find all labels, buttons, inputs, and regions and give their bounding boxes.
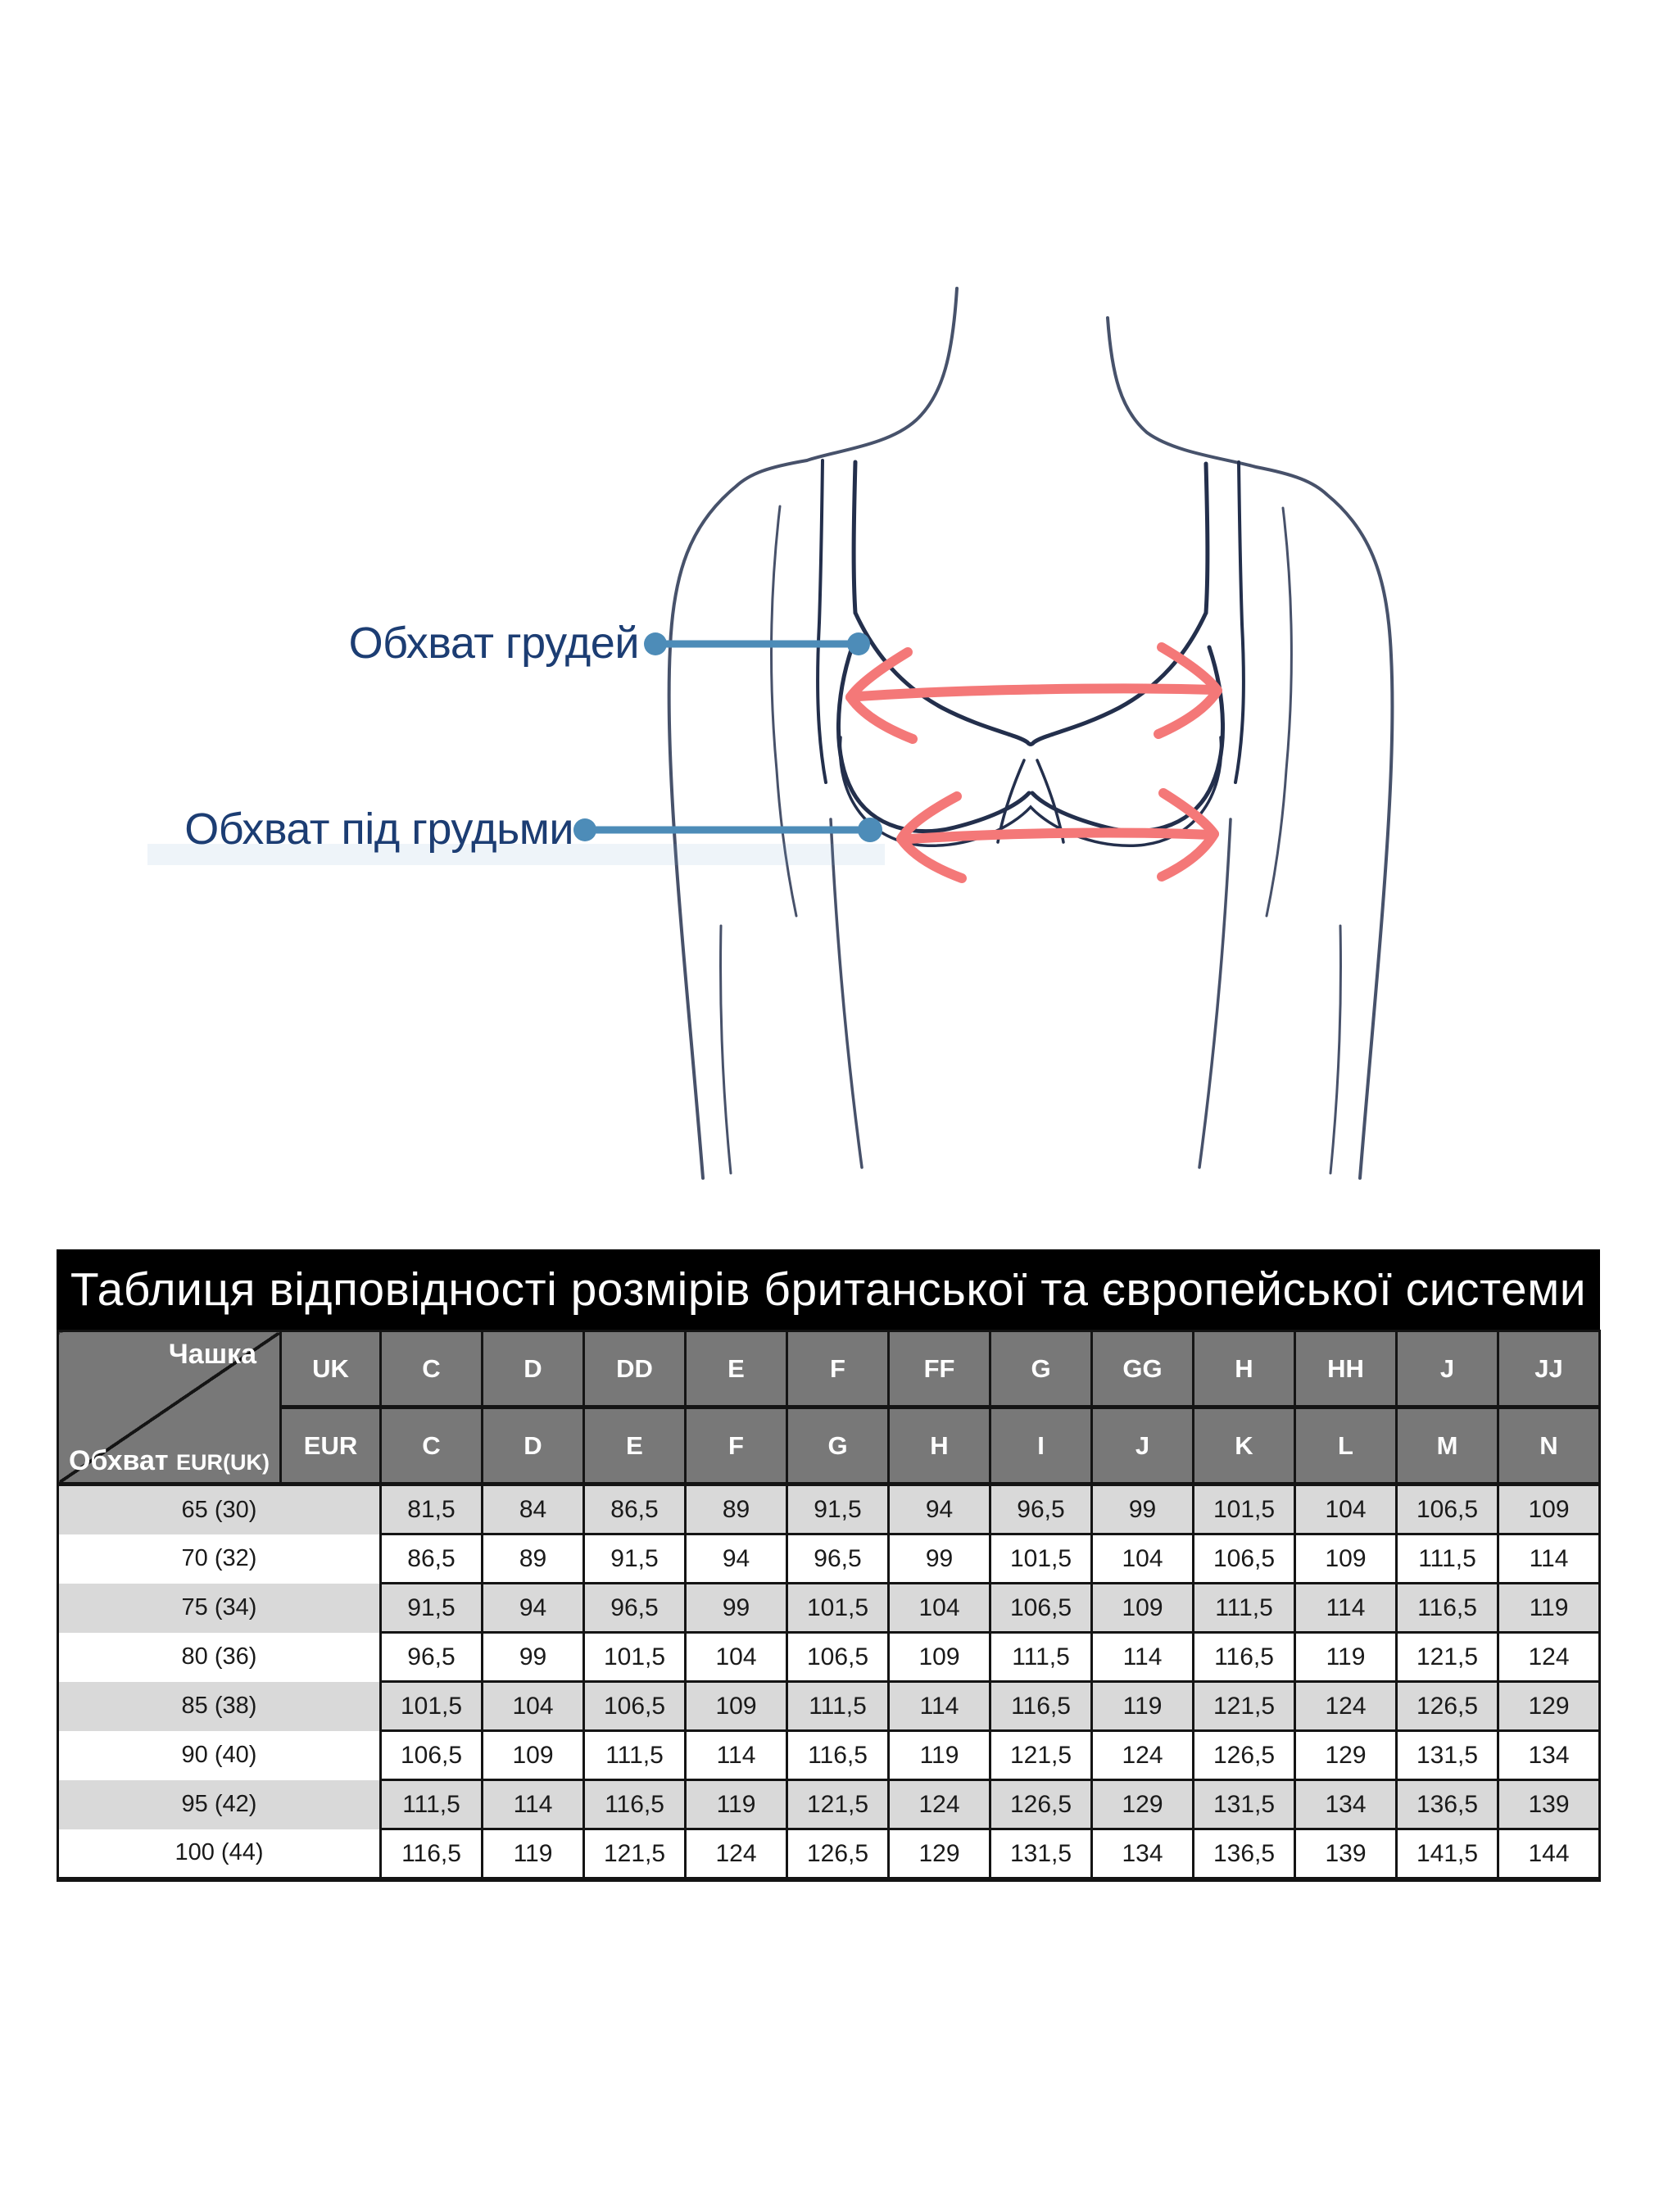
measurement-cell: 111,5 [787, 1682, 889, 1731]
measurement-cell: 109 [483, 1731, 584, 1780]
measurement-cell: 126,5 [787, 1829, 889, 1880]
measurement-cell: 121,5 [584, 1829, 686, 1880]
measurement-cell: 121,5 [1397, 1633, 1498, 1682]
bust-pointer-line [644, 632, 870, 655]
measurement-cell: 104 [483, 1682, 584, 1731]
measurement-cell: 121,5 [787, 1780, 889, 1829]
uk-cup-header-F: F [787, 1331, 889, 1407]
table-row [58, 1780, 1600, 1829]
measurement-cell: 119 [1092, 1682, 1194, 1731]
measurement-cell: 116,5 [381, 1829, 483, 1880]
measurement-cell: 86,5 [381, 1534, 483, 1584]
measurement-cell: 91,5 [381, 1584, 483, 1633]
uk-cup-header-G: G [990, 1331, 1092, 1407]
corner-band-label [69, 1445, 270, 1477]
table-row [58, 1633, 1600, 1682]
measurement-cell: 104 [686, 1633, 787, 1682]
measurement-cell: 134 [1092, 1829, 1194, 1880]
uk-cup-header-C: C [381, 1331, 483, 1407]
bust-measure-arrow [850, 647, 1217, 739]
measurement-cell: 99 [686, 1584, 787, 1633]
uk-cup-header-H: H [1194, 1331, 1295, 1407]
size-table-section [57, 1249, 1600, 1882]
measurement-cell: 111,5 [990, 1633, 1092, 1682]
measurement-cell: 96,5 [584, 1584, 686, 1633]
measurement-cell: 124 [1295, 1682, 1397, 1731]
band-size-cell: 70 (32) [58, 1534, 381, 1584]
measurement-cell: 101,5 [584, 1633, 686, 1682]
measurement-cell: 104 [889, 1584, 990, 1633]
table-row [58, 1484, 1600, 1534]
measurement-cell: 94 [483, 1584, 584, 1633]
measurement-cell: 121,5 [990, 1731, 1092, 1780]
corner-band-word: Обхват [69, 1445, 169, 1476]
measurement-cell: 119 [483, 1829, 584, 1880]
measurement-cell: 99 [889, 1534, 990, 1584]
uk-cup-header-HH: HH [1295, 1331, 1397, 1407]
eur-cup-header-D: D [483, 1407, 584, 1484]
measurement-cell: 99 [483, 1633, 584, 1682]
measurement-cell: 131,5 [1194, 1780, 1295, 1829]
measurement-cell: 114 [686, 1731, 787, 1780]
measurement-cell: 114 [483, 1780, 584, 1829]
measurement-cell: 106,5 [787, 1633, 889, 1682]
measurement-cell: 144 [1498, 1829, 1600, 1880]
measurement-cell: 104 [1092, 1534, 1194, 1584]
measurement-cell: 106,5 [1194, 1534, 1295, 1584]
table-row [58, 1534, 1600, 1584]
measurement-cell: 129 [1295, 1731, 1397, 1780]
band-size-cell: 65 (30) [58, 1484, 381, 1534]
measurement-cell: 126,5 [990, 1780, 1092, 1829]
measurement-cell: 124 [686, 1829, 787, 1880]
measurement-cell: 114 [889, 1682, 990, 1731]
measurement-cell: 101,5 [381, 1682, 483, 1731]
bust-label: Обхват грудей [348, 618, 639, 668]
measurement-cell: 99 [1092, 1484, 1194, 1534]
measurement-cell: 84 [483, 1484, 584, 1534]
measurement-cell: 119 [889, 1731, 990, 1780]
eur-cup-header-L: L [1295, 1407, 1397, 1484]
measurement-cell: 126,5 [1194, 1731, 1295, 1780]
measurement-cell: 129 [1498, 1682, 1600, 1731]
measurement-cell: 131,5 [990, 1829, 1092, 1880]
measurement-cell: 111,5 [584, 1731, 686, 1780]
measurement-cell: 104 [1295, 1484, 1397, 1534]
eur-cup-header-I: I [990, 1407, 1092, 1484]
table-row [58, 1829, 1600, 1880]
measurement-cell: 109 [889, 1633, 990, 1682]
uk-cup-header-DD: DD [584, 1331, 686, 1407]
eur-cup-header-F: F [686, 1407, 787, 1484]
underbust-pointer-line [573, 818, 882, 842]
measurement-cell: 114 [1498, 1534, 1600, 1584]
band-size-cell: 80 (36) [58, 1633, 381, 1682]
measurement-cell: 96,5 [990, 1484, 1092, 1534]
measurement-cell: 96,5 [381, 1633, 483, 1682]
band-size-cell: 90 (40) [58, 1731, 381, 1780]
measurement-cell: 114 [1295, 1584, 1397, 1633]
uk-system-label: UK [281, 1331, 381, 1407]
measurement-cell: 131,5 [1397, 1731, 1498, 1780]
uk-cup-header-E: E [686, 1331, 787, 1407]
band-size-cell: 85 (38) [58, 1682, 381, 1731]
corner-cup-label: Чашка [168, 1339, 256, 1370]
eur-cup-header-C: C [381, 1407, 483, 1484]
measurement-cell: 136,5 [1194, 1829, 1295, 1880]
measurement-cell: 86,5 [584, 1484, 686, 1534]
measurement-cell: 141,5 [1397, 1829, 1498, 1880]
measurement-cell: 111,5 [1397, 1534, 1498, 1584]
measurement-cell: 109 [686, 1682, 787, 1731]
measurement-cell: 111,5 [381, 1780, 483, 1829]
eur-cup-header-H: H [889, 1407, 990, 1484]
measurement-cell: 116,5 [1397, 1584, 1498, 1633]
measurement-cell: 106,5 [381, 1731, 483, 1780]
eur-cup-header-E: E [584, 1407, 686, 1484]
measurement-cell: 126,5 [1397, 1682, 1498, 1731]
measurement-cell: 124 [1498, 1633, 1600, 1682]
measurement-cell: 101,5 [990, 1534, 1092, 1584]
measurement-cell: 116,5 [1194, 1633, 1295, 1682]
measurement-cell: 116,5 [787, 1731, 889, 1780]
measurement-cell: 129 [1092, 1780, 1194, 1829]
measurement-cell: 134 [1498, 1731, 1600, 1780]
uk-cup-header-GG: GG [1092, 1331, 1194, 1407]
size-grid [57, 1330, 1601, 1882]
table-row [58, 1731, 1600, 1780]
band-size-cell: 100 (44) [58, 1829, 381, 1880]
band-size-cell: 95 (42) [58, 1780, 381, 1829]
uk-cup-header-D: D [483, 1331, 584, 1407]
corner-cell [58, 1331, 281, 1484]
uk-cup-row [58, 1331, 1600, 1407]
table-row [58, 1584, 1600, 1633]
measurement-cell: 119 [686, 1780, 787, 1829]
measurement-cell: 91,5 [584, 1534, 686, 1584]
measurement-cell: 89 [686, 1484, 787, 1534]
measurement-cell: 106,5 [1397, 1484, 1498, 1534]
measurement-cell: 121,5 [1194, 1682, 1295, 1731]
measurement-cell: 119 [1498, 1584, 1600, 1633]
table-row [58, 1682, 1600, 1731]
measurement-cell: 134 [1295, 1780, 1397, 1829]
eur-cup-header-M: M [1397, 1407, 1498, 1484]
measurement-cell: 101,5 [787, 1584, 889, 1633]
eur-cup-header-K: K [1194, 1407, 1295, 1484]
measurement-cell: 89 [483, 1534, 584, 1584]
measurement-cell: 119 [1295, 1633, 1397, 1682]
measurement-cell: 109 [1498, 1484, 1600, 1534]
eur-cup-header-J: J [1092, 1407, 1194, 1484]
corner-band-sub: EUR(UK) [175, 1450, 270, 1475]
measurement-cell: 139 [1498, 1780, 1600, 1829]
measurement-cell: 114 [1092, 1633, 1194, 1682]
measurement-cell: 124 [1092, 1731, 1194, 1780]
measurement-cell: 109 [1092, 1584, 1194, 1633]
measurement-cell: 116,5 [990, 1682, 1092, 1731]
measurement-cell: 91,5 [787, 1484, 889, 1534]
measurement-cell: 116,5 [584, 1780, 686, 1829]
torso-outline [669, 288, 1393, 1178]
uk-cup-header-JJ: JJ [1498, 1331, 1600, 1407]
underbust-label: Обхват під грудьми [184, 804, 573, 854]
measurement-cell: 111,5 [1194, 1584, 1295, 1633]
band-size-cell: 75 (34) [58, 1584, 381, 1633]
measurement-cell: 96,5 [787, 1534, 889, 1584]
measurement-cell: 136,5 [1397, 1780, 1498, 1829]
measurement-cell: 81,5 [381, 1484, 483, 1534]
underbust-measure-arrow [901, 793, 1214, 878]
eur-system-label: EUR [281, 1407, 381, 1484]
measurement-cell: 101,5 [1194, 1484, 1295, 1534]
eur-cup-header-N: N [1498, 1407, 1600, 1484]
uk-cup-header-FF: FF [889, 1331, 990, 1407]
measurement-cell: 94 [686, 1534, 787, 1584]
table-title: Таблиця відповідності розмірів британської та європейської системи [57, 1249, 1600, 1330]
measurement-cell: 106,5 [584, 1682, 686, 1731]
measurement-cell: 106,5 [990, 1584, 1092, 1633]
measurement-cell: 139 [1295, 1829, 1397, 1880]
measurement-cell: 129 [889, 1829, 990, 1880]
eur-cup-header-G: G [787, 1407, 889, 1484]
measurement-cell: 94 [889, 1484, 990, 1534]
eur-cup-row [58, 1407, 1600, 1484]
measurement-cell: 109 [1295, 1534, 1397, 1584]
uk-cup-header-J: J [1397, 1331, 1498, 1407]
measurement-cell: 124 [889, 1780, 990, 1829]
